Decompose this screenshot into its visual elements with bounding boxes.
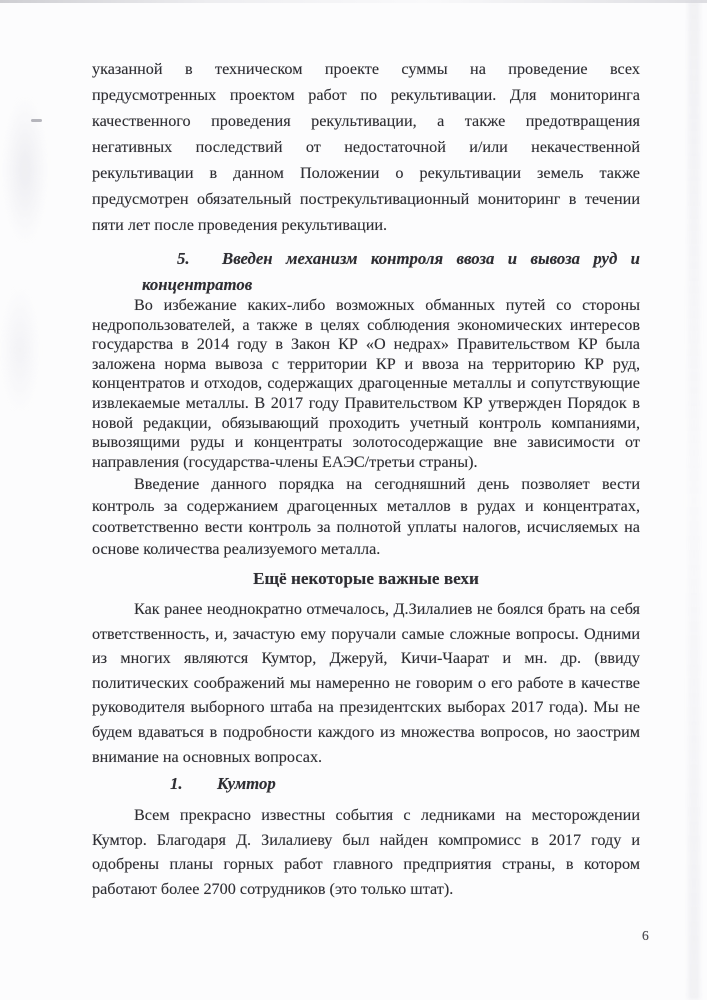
text-line: негативных последствий от недостаточной и/или некачественной	[92, 138, 640, 156]
scan-right-streak-artifact	[688, 0, 700, 1000]
scan-smudge-artifact	[0, 285, 40, 415]
kumtor-heading-line	[92, 771, 640, 797]
text-line: основе количества реализуемого металла.	[92, 539, 381, 558]
text-line: соответственно вести контроль за полнотой уплаты налогов, исчисляемых на	[92, 518, 640, 537]
text-line: внимание на основных вопросах.	[92, 747, 323, 766]
kumtor-title: Кумтор	[217, 774, 276, 793]
text-line: политических соображений мы намеренно не говорим о его работе в качестве	[92, 673, 640, 692]
text-line: контроль за содержанием драгоценных металлов в рудах и концентратах,	[92, 496, 640, 515]
scan-top-edge-artifact	[0, 0, 707, 3]
paragraph-recultivation-monitoring	[92, 56, 640, 238]
paragraph-export-control	[92, 296, 640, 472]
text-line: недропользователей, а также в целях соблюдения экономических интересов	[92, 315, 640, 334]
section-5-heading-line2: концентратов	[142, 275, 253, 294]
milestones-heading: Ещё некоторые важные вехи	[253, 569, 479, 588]
section-5-title: Введен механизм контроля ввоза и вывоза руд и	[222, 249, 640, 268]
text-line: пяти лет после проведения рекультивации.	[92, 216, 388, 234]
page-number: 6	[642, 928, 649, 943]
text-line: Всем прекрасно известны события с ледниками на месторождении	[134, 806, 640, 824]
text-line: одобрены планы горных работ главного предприятия страны, в котором	[92, 855, 640, 874]
text-line: государства в 2014 году в Закон КР «О недрах» Правительством КР была	[92, 335, 640, 354]
text-line: извлекаемые металлы. В 2017 году Правительством КР утвержден Порядок в	[92, 393, 640, 412]
text-line: Кумтор. Благодаря Д. Зилалиеву был найден компромисс в 2017 году и	[92, 830, 640, 849]
text-line: предусмотренных проектом работ по рекультивации. Для мониторинга	[92, 86, 640, 104]
text-line: заложена норма вывоза с территории КР и ввоза на территорию КР руд,	[92, 354, 640, 373]
text-line: указанной в техническом проекте суммы на проведение всех	[92, 60, 640, 78]
kumtor-heading	[92, 771, 640, 797]
paragraph-kumtor	[92, 803, 640, 901]
text-line: направления (государства-члены ЕАЭС/третьи страны).	[92, 452, 478, 471]
text-line: вывозящими руды и концентраты золотосодержащие вне зависимости от	[92, 433, 640, 452]
paragraph-control-result	[92, 474, 640, 560]
text-line: руководителя выборного штаба на президентских выборах 2017 года). Мы не	[92, 698, 640, 717]
text-line: предусмотрен обязательный пострекультивационный мониторинг в течении	[92, 190, 640, 208]
scan-smudge-artifact	[2, 95, 48, 245]
scan-dash-artifact	[31, 119, 42, 122]
text-line: из многих являются Кумтор, Джеруй, Кичи-Чаарат и мн. др. (ввиду	[92, 649, 640, 668]
section-5-heading	[92, 246, 640, 298]
section-5-number: 5.	[177, 249, 190, 268]
text-line: концентратов и отходов, содержащих драгоценные металлы и сопутствующие	[92, 374, 640, 393]
kumtor-number: 1.	[170, 774, 183, 793]
text-line: рекультивации в данном Положении о рекультивации земель также	[92, 164, 640, 182]
text-line: Введение данного порядка на сегодняшний день позволяет вести	[134, 475, 640, 493]
text-line: работают более 2700 сотрудников (это только штат).	[92, 879, 454, 898]
paragraph-milestones	[92, 597, 640, 769]
text-line: новой редакции, обязывающий проходить учетный контроль компаниями,	[92, 413, 640, 432]
text-line: будем вдаваться в подробности каждого из множества вопросов, но заострим	[92, 722, 640, 741]
text-line: Как ранее неоднократно отмечалось, Д.Зилалиев не боялся брать на себя	[134, 600, 640, 618]
text-line: Во избежание каких-либо возможных обманных путей со стороны	[134, 296, 640, 314]
text-line: качественного проведения рекультивации, а также предотвращения	[92, 112, 640, 130]
section-5-heading-line1	[92, 246, 640, 272]
text-line: ответственность, и, зачастую ему поручали самые сложные вопросы. Одними	[92, 624, 640, 643]
